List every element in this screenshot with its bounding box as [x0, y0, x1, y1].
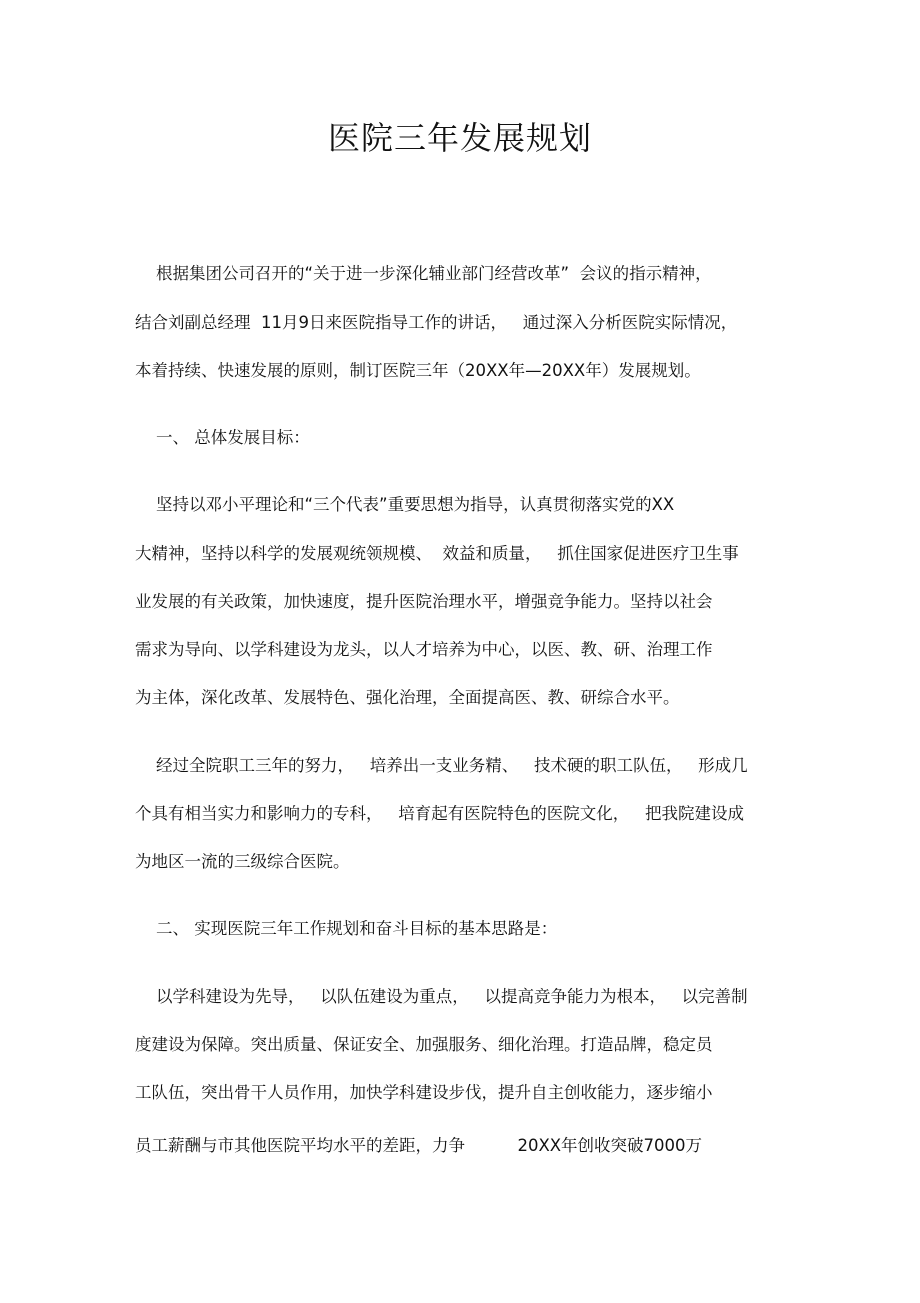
paragraph-4-line-1: 以学科建设为先导， 以队伍建设为重点， 以提高竞争能力为根本， 以完善制 — [135, 987, 748, 1006]
paragraph-4-line-2: 度建设为保障。突出质量、保证安全、加强服务、细化治理。打造品牌，稳定员 — [135, 1035, 713, 1054]
paragraph-4-line-3: 工队伍，突出骨干人员作用，加快学科建设步伐，提升自主创收能力，逐步缩小 — [135, 1083, 713, 1102]
document-title: 医院三年发展规划 — [327, 119, 592, 157]
paragraph-2-line-3: 业发展的有关政策，加快速度，提升医院治理水平，增强竞争能力。坚持以社会 — [135, 592, 713, 611]
paragraph-3-line-3: 为地区一流的三级综合医院。 — [135, 852, 350, 871]
paragraph-3-line-2: 个具有相当实力和影响力的专科， 培育起有医院特色的医院文化， 把我院建设成 — [135, 804, 744, 823]
section-heading-1: 一、 总体发展目标： — [135, 428, 310, 447]
paragraph-2-line-2: 大精神，坚持以科学的发展观统领规模、 效益和质量， 抓住国家促进医疗卫生事 — [135, 544, 739, 563]
paragraph-1-line-1: 根据集团公司召开的“关于进一步深化辅业部门经营改革” 会议的指示精神， — [135, 264, 712, 283]
paragraph-1-line-2: 结合刘副总经理 11月9日来医院指导工作的讲话， 通过深入分析医院实际情况， — [135, 313, 738, 332]
paragraph-3-line-1: 经过全院职工三年的努力， 培养出一支业务精、 技术硬的职工队伍， 形成几 — [135, 756, 748, 775]
paragraph-2-line-1: 坚持以邓小平理论和“三个代表”重要思想为指导，认真贯彻落实党的XX — [135, 495, 675, 514]
paragraph-1-line-3: 本着持续、快速发展的原则，制订医院三年（20XX年—20XX年）发展规划。 — [135, 361, 701, 380]
paragraph-4-line-4: 员工薪酬与市其他医院平均水平的差距，力争 20XX年创收突破7000万 — [135, 1136, 703, 1155]
paragraph-2-line-5: 为主体，深化改革、发展特色、强化治理，全面提高医、教、研综合水平。 — [135, 688, 680, 707]
paragraph-2-line-4: 需求为导向、以学科建设为龙头，以人才培养为中心，以医、教、研、治理工作 — [135, 640, 713, 659]
section-heading-2: 二、 实现医院三年工作规划和奋斗目标的基本思路是： — [135, 919, 558, 938]
